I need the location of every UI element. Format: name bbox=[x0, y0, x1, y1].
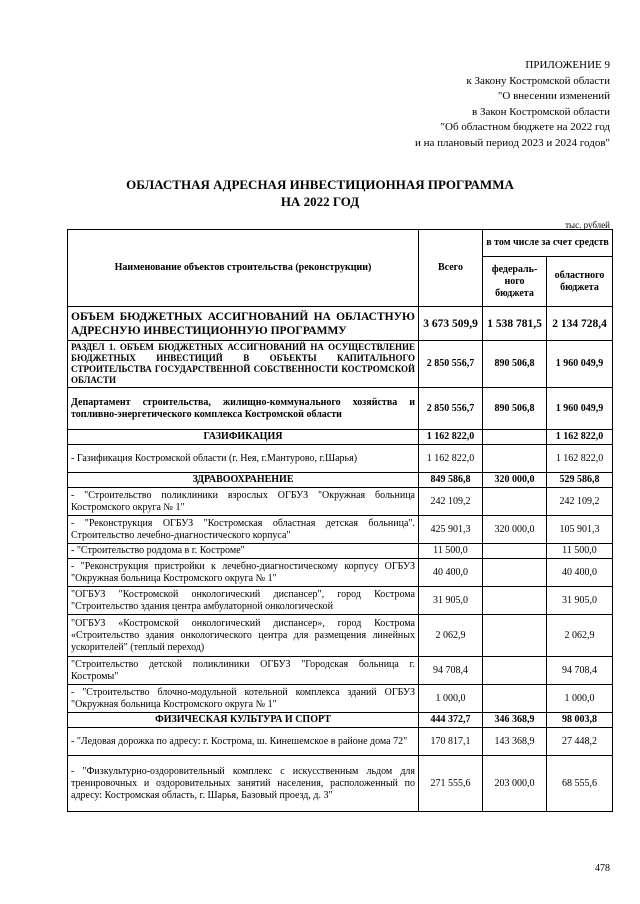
cell-federal bbox=[483, 445, 547, 473]
appendix-block bbox=[350, 58, 610, 152]
cell-total: 425 901,3 bbox=[419, 516, 483, 544]
cell-name: - "Строительство роддома в г. Костроме" bbox=[68, 544, 419, 559]
cell-federal: 320 000,0 bbox=[483, 473, 547, 488]
appendix-line: в Закон Костромской области bbox=[472, 105, 610, 118]
table-row bbox=[68, 445, 613, 473]
cell-regional: 68 555,6 bbox=[547, 756, 613, 812]
table-row bbox=[68, 307, 613, 341]
investment-program-table bbox=[67, 229, 613, 812]
cell-federal bbox=[483, 430, 547, 445]
appendix-line: "О внесении изменений bbox=[497, 90, 610, 103]
cell-regional: 1 000,0 bbox=[547, 685, 613, 713]
header-regional: областного бюджета bbox=[547, 257, 613, 307]
cell-regional: 242 109,2 bbox=[547, 488, 613, 516]
cell-federal bbox=[483, 685, 547, 713]
table-row bbox=[68, 341, 613, 388]
cell-name: - Газификация Костромской области (г. Нея, г.Мантурово, г.Шарья) bbox=[68, 445, 419, 473]
cell-regional: 98 003,8 bbox=[547, 713, 613, 728]
table-row bbox=[68, 488, 613, 516]
cell-federal: 890 506,8 bbox=[483, 341, 547, 388]
appendix-line: к Закону Костромской области bbox=[466, 74, 610, 87]
cell-regional: 529 586,8 bbox=[547, 473, 613, 488]
cell-name: - "Ледовая дорожка по адресу: г. Кострома, ш. Кинешемское в районе дома 72" bbox=[68, 728, 419, 756]
cell-name: Департамент строительства, жилищно-коммунального хозяйства и топливно-энергетического комплекса Костромской области bbox=[68, 388, 419, 430]
appendix-line: и на плановый период 2023 и 2024 годов" bbox=[414, 136, 610, 149]
header-total: Всего bbox=[419, 230, 483, 307]
section-row bbox=[68, 430, 613, 445]
cell-regional: 1 960 049,9 bbox=[547, 341, 613, 388]
table-row bbox=[68, 516, 613, 544]
cell-total: 444 372,7 bbox=[419, 713, 483, 728]
cell-total: 170 817,1 bbox=[419, 728, 483, 756]
cell-federal: 346 368,9 bbox=[483, 713, 547, 728]
table-row bbox=[68, 657, 613, 685]
document-title-line1: ОБЛАСТНАЯ АДРЕСНАЯ ИНВЕСТИЦИОННАЯ ПРОГРАММА bbox=[126, 177, 514, 192]
cell-regional: 40 400,0 bbox=[547, 559, 613, 587]
cell-federal: 1 538 781,5 bbox=[483, 307, 547, 341]
cell-federal: 320 000,0 bbox=[483, 516, 547, 544]
unit-label: тыс. рублей bbox=[565, 220, 610, 230]
cell-total: 31 905,0 bbox=[419, 587, 483, 615]
cell-total: 242 109,2 bbox=[419, 488, 483, 516]
appendix-line: ПРИЛОЖЕНИЕ 9 bbox=[525, 59, 610, 71]
cell-regional: 1 162 822,0 bbox=[547, 445, 613, 473]
cell-name: - "Реконструкция пристройки к лечебно-диагностическому корпусу ОГБУЗ "Окружная больница Костромского округа № 1" bbox=[68, 559, 419, 587]
cell-name: "ОГБУЗ "Костромской онкологический диспансер", город Кострома "Строительство здания центра амбулаторной онкологической bbox=[68, 587, 419, 615]
table-row bbox=[68, 728, 613, 756]
table-header-row bbox=[68, 230, 613, 257]
table-row bbox=[68, 559, 613, 587]
cell-federal bbox=[483, 587, 547, 615]
cell-regional: 105 901,3 bbox=[547, 516, 613, 544]
appendix-line: "Об областном бюджете на 2022 год bbox=[440, 121, 610, 134]
cell-federal: 890 506,8 bbox=[483, 388, 547, 430]
cell-total: 2 850 556,7 bbox=[419, 388, 483, 430]
table-row bbox=[68, 587, 613, 615]
document-title-line2: НА 2022 ГОД bbox=[280, 194, 360, 209]
cell-regional: 1 162 822,0 bbox=[547, 430, 613, 445]
table-body bbox=[68, 307, 613, 812]
cell-federal bbox=[483, 559, 547, 587]
cell-total: 3 673 509,9 bbox=[419, 307, 483, 341]
cell-regional: 31 905,0 bbox=[547, 587, 613, 615]
cell-regional: 11 500,0 bbox=[547, 544, 613, 559]
cell-regional: 27 448,2 bbox=[547, 728, 613, 756]
table-row bbox=[68, 756, 613, 812]
header-federal: федераль-ного бюджета bbox=[483, 257, 547, 307]
section-row bbox=[68, 473, 613, 488]
table-row bbox=[68, 544, 613, 559]
cell-total: 271 555,6 bbox=[419, 756, 483, 812]
cell-federal bbox=[483, 615, 547, 657]
cell-regional: 2 134 728,4 bbox=[547, 307, 613, 341]
cell-name: ГАЗИФИКАЦИЯ bbox=[68, 430, 419, 445]
cell-total: 1 162 822,0 bbox=[419, 430, 483, 445]
cell-name: ЗДРАВООХРАНЕНИЕ bbox=[68, 473, 419, 488]
cell-total: 849 586,8 bbox=[419, 473, 483, 488]
cell-name: - "Строительство блочно-модульной котельной комплекса зданий ОГБУЗ "Окружная больница Костромского округа № 1" bbox=[68, 685, 419, 713]
cell-regional: 2 062,9 bbox=[547, 615, 613, 657]
header-name: Наименование объектов строительства (реконструкции) bbox=[68, 230, 419, 307]
document-title bbox=[0, 176, 640, 210]
cell-total: 11 500,0 bbox=[419, 544, 483, 559]
cell-total: 1 162 822,0 bbox=[419, 445, 483, 473]
cell-name: "ОГБУЗ «Костромской онкологический диспансер», город Кострома «Строительство здания онкологического центра для размещения линейных ускорителей" (теплый переход) bbox=[68, 615, 419, 657]
cell-name: ФИЗИЧЕСКАЯ КУЛЬТУРА И СПОРТ bbox=[68, 713, 419, 728]
cell-federal bbox=[483, 657, 547, 685]
cell-name: РАЗДЕЛ 1. ОБЪЕМ БЮДЖЕТНЫХ АССИГНОВАНИЙ НА ОСУЩЕСТВЛЕНИЕ БЮДЖЕТНЫХ ИНВЕСТИЦИЙ В ОБЪЕКТЫ КАПИТАЛЬНОГО СТРОИТЕЛЬСТВА ГОСУДАРСТВЕННОЙ СОБСТВЕННОСТИ КОСТРОМСКОЙ ОБЛАСТИ bbox=[68, 341, 419, 388]
cell-total: 94 708,4 bbox=[419, 657, 483, 685]
table-row bbox=[68, 685, 613, 713]
cell-name: - "Строительство поликлиники взрослых ОГБУЗ "Окружная больница Костромского округа № 1" bbox=[68, 488, 419, 516]
table-row bbox=[68, 388, 613, 430]
cell-name: "Строительство детской поликлиники ОГБУЗ "Городская больница г. Костромы" bbox=[68, 657, 419, 685]
cell-regional: 1 960 049,9 bbox=[547, 388, 613, 430]
cell-federal bbox=[483, 544, 547, 559]
section-row bbox=[68, 713, 613, 728]
header-incl: в том числе за счет средств bbox=[483, 230, 613, 257]
cell-name: - "Реконструкция ОГБУЗ "Костромская областная детская больница". Строительство лечебно-диагностического корпуса" bbox=[68, 516, 419, 544]
cell-regional: 94 708,4 bbox=[547, 657, 613, 685]
page-number: 478 bbox=[595, 863, 610, 874]
cell-name: ОБЪЕМ БЮДЖЕТНЫХ АССИГНОВАНИЙ НА ОБЛАСТНУЮ АДРЕСНУЮ ИНВЕСТИЦИОННУЮ ПРОГРАММУ bbox=[68, 307, 419, 341]
cell-federal: 143 368,9 bbox=[483, 728, 547, 756]
cell-federal: 203 000,0 bbox=[483, 756, 547, 812]
cell-name: - "Физкультурно-оздоровительный комплекс с искусственным льдом для тренировочных и оздоровительных занятий населения, расположенный по адресу: Костромская область, г. Шарья, Базовый проезд, д. 3" bbox=[68, 756, 419, 812]
table-row bbox=[68, 615, 613, 657]
cell-total: 2 062,9 bbox=[419, 615, 483, 657]
cell-total: 40 400,0 bbox=[419, 559, 483, 587]
cell-total: 2 850 556,7 bbox=[419, 341, 483, 388]
cell-federal bbox=[483, 488, 547, 516]
cell-total: 1 000,0 bbox=[419, 685, 483, 713]
